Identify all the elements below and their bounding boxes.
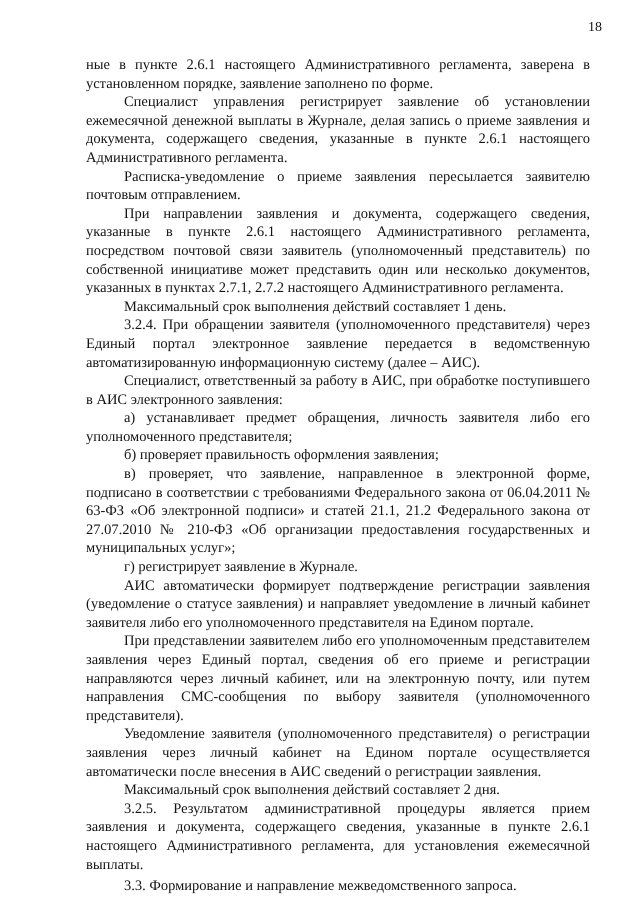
paragraph-15: Максимальный срок выполнения действий составляет 2 дня. [124, 782, 500, 799]
paragraph-14: Уведомление заявителя (уполномоченного представителя) о регистрации заявления через личный кабинет на Едином портале осуществляется автоматически после внесения в АИС сведений о регистрации заявления. [86, 726, 590, 780]
paragraph-3: Расписка-уведомление о приеме заявления пересылается заявителю почтовым отправлением. [86, 168, 590, 204]
list-item-a: а) устанавливает предмет обращения, личность заявителя либо его уполномоченного представителя; [86, 410, 590, 445]
paragraph-16: 3.2.5. Результатом административной процедуры является прием заявления и документа, содержащего сведения, указанные в пункте 2.6.1 настоящего Административного регламента, для установления ежемесячной выплаты. [86, 800, 590, 873]
paragraph-12: АИС автоматически формирует подтверждение регистрации заявления (уведомление о статусе заявления) и направляет уведомление в личный кабинет заявителя либо его уполномоченного представителя на Едином портале. [86, 577, 590, 631]
document-body [86, 56, 590, 896]
paragraph-7: Специалист, ответственный за работу в АИС, при обработке поступившего в АИС электронного заявления: [86, 373, 590, 408]
paragraph-5: Максимальный срок выполнения действий составляет 1 день. [124, 298, 507, 315]
list-item-b: б) проверяет правильность оформления заявления; [124, 447, 439, 464]
paragraph-1: ные в пункте 2.6.1 настоящего Административного регламента, заверена в установленном порядке, заявление заполнено по форме. [86, 57, 590, 92]
paragraph-2: Специалист управления регистрирует заявление об установлении ежемесячной денежной выплаты в Журнале, делая запись о приеме заявления и документа, содержащего сведения, указанные в пункте 2.6.1 настоящего Административного регламента. [86, 94, 590, 166]
paragraph-13: При представлении заявителем либо его уполномоченным представителем заявления через Единый портал, сведения об его приеме и регистрации направляются через личный кабинет, или на электронную почту, или путем направления СМС-сообщения по выбору заявителя (уполномоченного представителя). [86, 633, 590, 724]
paragraph-4: При направлении заявления и документа, содержащего сведения, указанные в пункте 2.6.1 настоящего Административного регламента, посредством почтовой связи заявитель (уполномоченный представитель) по собственной инициативе может представить один или несколько документов, указанных в пунктах 2.7.1, 2.7.2 настоящего Административного регламента. [86, 205, 590, 297]
section-heading-3-3: 3.3. Формирование и направление межведомственного запроса. [124, 878, 517, 895]
list-item-g: г) регистрирует заявление в Журнале. [124, 559, 358, 576]
page-number: 18 [588, 20, 602, 35]
paragraph-6: 3.2.4. При обращении заявителя (уполномоченного представителя) через Единый портал электронное заявление передается в ведомственную автоматизированную информационную систему (далее – АИС). [86, 317, 590, 371]
list-item-v: в) проверяет, что заявление, направленное в электронной форме, подписано в соответствии с требованиями Федерального закона от 06.04.2011 № 63-ФЗ «Об электронной подписи» и статей 21.1, 21.2 Федерального закона от 27.07.2010 № 210-ФЗ «Об организации предоставления государственных и муниципальных услуг»; [86, 466, 590, 557]
